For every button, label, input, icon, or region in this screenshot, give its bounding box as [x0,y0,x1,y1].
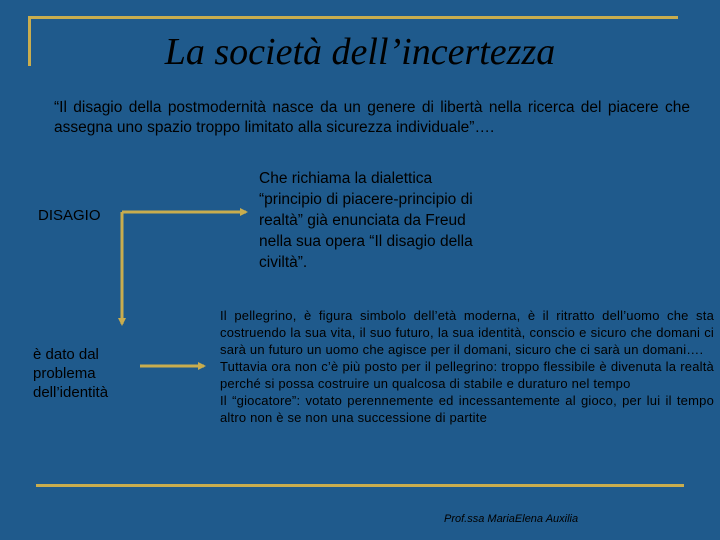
frame-bottom-line [36,484,684,487]
pilgrim-paragraph: Tuttavia ora non c’è più posto per il pellegrino: troppo flessibile è divenuta la realtà perché si possa costruire un qualcosa di stabile e duraturo nel tempo [220,359,714,391]
pilgrim-text-block [220,307,714,426]
pilgrim-paragraph: Il “giocatore”: votato perennemente ed incessantemente al gioco, per lui il tempo altro non è se non una successione di partite [220,393,714,425]
pilgrim-paragraph: Il pellegrino, è figura simbolo dell’età moderna, è il ritratto dell’uomo che sta costruendo la sua vita, il suo futuro, la sua identità, conscio e sicuro che domani ci sarà un futuro un uomo che agisce per il domani, sicuro che ci sarà un domani…. [220,308,714,357]
footer-author: Prof.ssa MariaElena Auxilia [444,513,579,525]
identity-label: è dato dal problema dell’identità [33,346,109,401]
freud-text: Che richiama la dialettica “principio di piacere-principio di realtà” già enunciata da Freud nella sua opera “Il disagio della civiltà”. [259,170,473,271]
slide-title: La società dell’incertezza [164,31,556,73]
quote-text: “Il disagio della postmodernità nasce da un genere di libertà nella ricerca del piacere che assegna uno spazio troppo limitato alla sicurezza individuale”…. [54,99,690,136]
disagio-label: DISAGIO [38,207,101,224]
